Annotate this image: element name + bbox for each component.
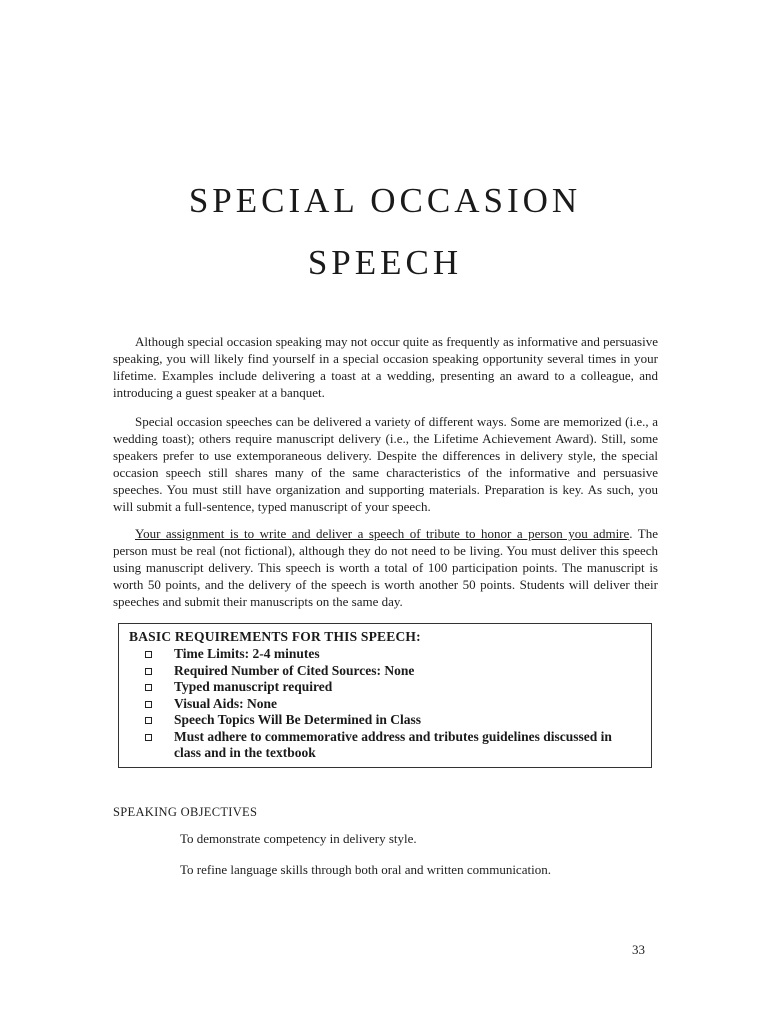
checkbox-bullet-icon	[145, 684, 152, 691]
requirement-item	[139, 646, 639, 662]
requirements-box	[118, 623, 652, 768]
requirement-item	[139, 663, 639, 679]
assignment-statement: Your assignment is to write and deliver a speech of tribute to honor a person you admire	[135, 526, 630, 541]
paragraph-delivery	[113, 413, 658, 515]
requirement-text: Required Number of Cited Sources: None	[174, 662, 415, 678]
requirement-text: Speech Topics Will Be Determined in Class	[174, 712, 422, 727]
requirement-text: Visual Aids: None	[174, 695, 278, 711]
requirement-item	[139, 696, 639, 712]
paragraph-intro	[113, 333, 658, 401]
page-title-line-2: SPEECH	[307, 243, 463, 282]
requirement-text: Typed manuscript required	[174, 679, 333, 694]
requirement-item	[139, 712, 639, 728]
paragraph-assignment-text: . The person must be real (not fictional), although they do not need to be living. You must deliver this speech using manuscript delivery. This speech is worth a total of 100 participation points. The manuscript is worth 50 points, and the delivery of the speech is worth another 50 points. Students will deliver their speeches and submit their manuscripts on the same day.	[113, 526, 658, 609]
checkbox-bullet-icon	[145, 668, 152, 675]
paragraph-delivery-text: Special occasion speeches can be delivered a variety of different ways. Some are memorized (i.e., a wedding toast); others require manuscript delivery (i.e., the Lifetime Achievement Award). Still, some speakers prefer to use extemporaneous delivery. Despite the differences in delivery style, the special occasion speech still shares many of the same characteristics of the informative and persuasive speeches. You must still have organization and supporting materials. Preparation is key. As such, you will submit a full-sentence, typed manuscript of your speech.	[113, 414, 658, 514]
requirement-text: Must adhere to commemorative address and tributes guidelines discussed in class and in the textbook	[174, 728, 612, 760]
paragraph-intro-text: Although special occasion speaking may not occur quite as frequently as informative and persuasive speaking, you will likely find yourself in a special occasion speaking opportunity several times in your lifetime. Examples include delivering a toast at a wedding, presenting an award to a colleague, and introducing a guest speaker at a banquet.	[113, 334, 658, 400]
requirement-text: Time Limits: 2-4 minutes	[174, 646, 320, 661]
objectives-heading: SPEAKING OBJECTIVES	[113, 805, 258, 819]
requirement-item	[139, 729, 639, 761]
paragraph-assignment	[113, 525, 658, 610]
page-title-line-1: SPECIAL OCCASION	[188, 181, 582, 220]
requirements-list	[139, 646, 639, 761]
checkbox-bullet-icon	[145, 701, 152, 708]
requirement-item	[139, 679, 639, 695]
checkbox-bullet-icon	[145, 717, 152, 724]
objective-item: To demonstrate competency in delivery style.	[180, 831, 417, 846]
objective-item: To refine language skills through both oral and written communication.	[180, 862, 551, 877]
page-number: 33	[632, 942, 645, 957]
checkbox-bullet-icon	[145, 734, 152, 741]
checkbox-bullet-icon	[145, 651, 152, 658]
requirements-heading: BASIC REQUIREMENTS FOR THIS SPEECH:	[129, 629, 421, 644]
